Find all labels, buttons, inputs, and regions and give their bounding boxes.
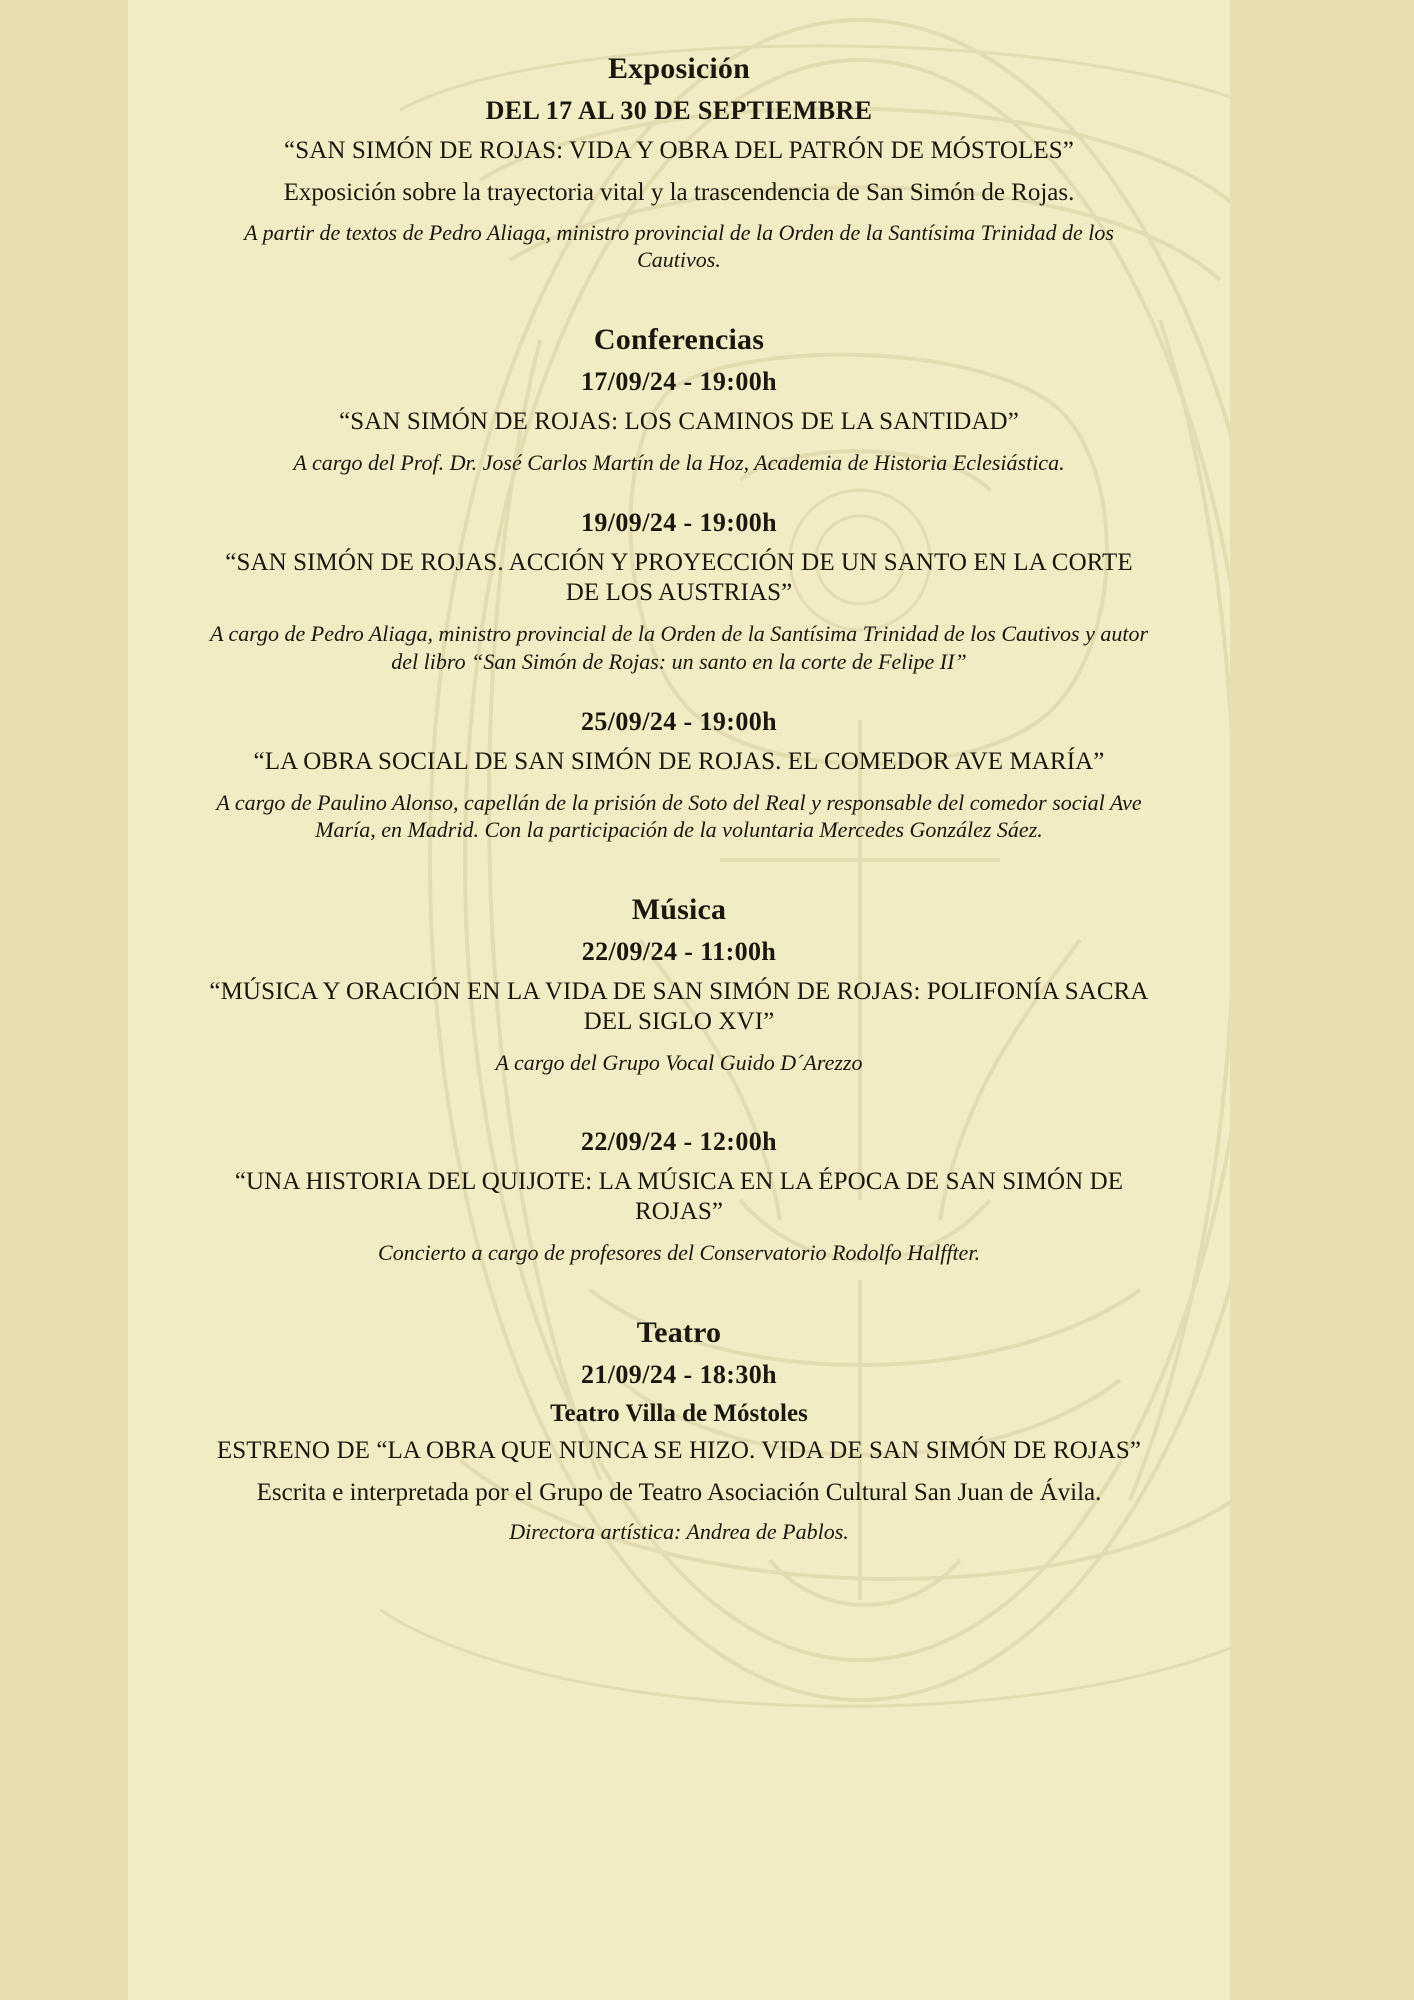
event-item bbox=[206, 1360, 1152, 1546]
event-title: “SAN SIMÓN DE ROJAS: LOS CAMINOS DE LA SANTIDAD” bbox=[339, 408, 1019, 436]
event-item bbox=[206, 96, 1152, 273]
event-item bbox=[206, 367, 1152, 476]
event-title: “SAN SIMÓN DE ROJAS. ACCIÓN Y PROYECCIÓN DE UN SANTO EN LA CORTE DE LOS AUSTRIAS” bbox=[225, 549, 1133, 607]
section-teatro bbox=[206, 1316, 1152, 1546]
event-item bbox=[206, 1127, 1152, 1266]
event-item bbox=[206, 707, 1152, 844]
event-title: ESTRENO DE “LA OBRA QUE NUNCA SE HIZO. VIDA DE SAN SIMÓN DE ROJAS” bbox=[216, 1436, 1142, 1464]
event-credit: A cargo del Prof. Dr. José Carlos Martín de la Hoz, Academia de Historia Eclesiástica. bbox=[293, 450, 1065, 476]
spacer bbox=[206, 482, 1152, 508]
poster-paper bbox=[128, 0, 1230, 2000]
event-title: “UNA HISTORIA DEL QUIJOTE: LA MÚSICA EN LA ÉPOCA DE SAN SIMÓN DE ROJAS” bbox=[234, 1167, 1124, 1225]
spacer bbox=[206, 1083, 1152, 1127]
poster-content bbox=[128, 0, 1230, 1546]
spacer bbox=[206, 849, 1152, 893]
event-title: “SAN SIMÓN DE ROJAS: VIDA Y OBRA DEL PATRÓN DE MÓSTOLES” bbox=[284, 137, 1074, 164]
event-date: 22/09/24 - 12:00h bbox=[580, 1126, 778, 1156]
event-date: 21/09/24 - 18:30h bbox=[580, 1359, 778, 1389]
event-item bbox=[206, 937, 1152, 1076]
event-date: DEL 17 AL 30 DE SEPTIEMBRE bbox=[485, 96, 873, 125]
event-date: 22/09/24 - 11:00h bbox=[581, 937, 777, 967]
event-credit: A cargo de Pedro Aliaga, ministro provincial de la Orden de la Santísima Trinidad de los Cautivos y autor del libro “San Simón de Rojas: un santo en la corte de Felipe II” bbox=[209, 621, 1149, 674]
event-credit: A cargo de Paulino Alonso, capellán de la prisión de Soto del Real y responsable del comedor social Ave María, en Madrid. Con la participación de la voluntaria Mercedes González Sáez. bbox=[216, 789, 1142, 843]
event-item bbox=[206, 508, 1152, 675]
event-credit: Directora artística: Andrea de Pablos. bbox=[509, 1519, 849, 1545]
section-heading: Música bbox=[631, 893, 727, 927]
event-date: 17/09/24 - 19:00h bbox=[580, 367, 778, 397]
section-heading: Conferencias bbox=[593, 323, 765, 357]
section-heading: Exposición bbox=[607, 52, 751, 85]
event-description: Escrita e interpretada por el Grupo de Teatro Asociación Cultural San Juan de Ávila. bbox=[256, 1478, 1102, 1506]
event-date: 19/09/24 - 19:00h bbox=[580, 508, 778, 538]
event-title: “LA OBRA SOCIAL DE SAN SIMÓN DE ROJAS. EL COMEDOR AVE MARÍA” bbox=[253, 747, 1105, 775]
event-description: Exposición sobre la trayectoria vital y la trascendencia de San Simón de Rojas. bbox=[283, 179, 1075, 206]
section-musica bbox=[206, 893, 1152, 1266]
event-title: “MÚSICA Y ORACIÓN EN LA VIDA DE SAN SIMÓN DE ROJAS: POLIFONÍA SACRA DEL SIGLO XVI” bbox=[209, 978, 1149, 1036]
event-credit: A partir de textos de Pedro Aliaga, ministro provincial de la Orden de la Santísima Trinidad de los Cautivos. bbox=[244, 219, 1114, 272]
section-heading: Teatro bbox=[636, 1315, 722, 1349]
event-date: 25/09/24 - 19:00h bbox=[580, 706, 778, 736]
spacer bbox=[206, 1272, 1152, 1316]
event-venue: Teatro Villa de Móstoles bbox=[550, 1399, 808, 1427]
event-credit: A cargo del Grupo Vocal Guido D´Arezzo bbox=[495, 1050, 863, 1076]
section-exposicion bbox=[206, 52, 1152, 273]
section-conferencias bbox=[206, 323, 1152, 843]
spacer bbox=[206, 279, 1152, 323]
spacer bbox=[206, 681, 1152, 707]
event-credit: Concierto a cargo de profesores del Conservatorio Rodolfo Halffter. bbox=[378, 1239, 980, 1265]
